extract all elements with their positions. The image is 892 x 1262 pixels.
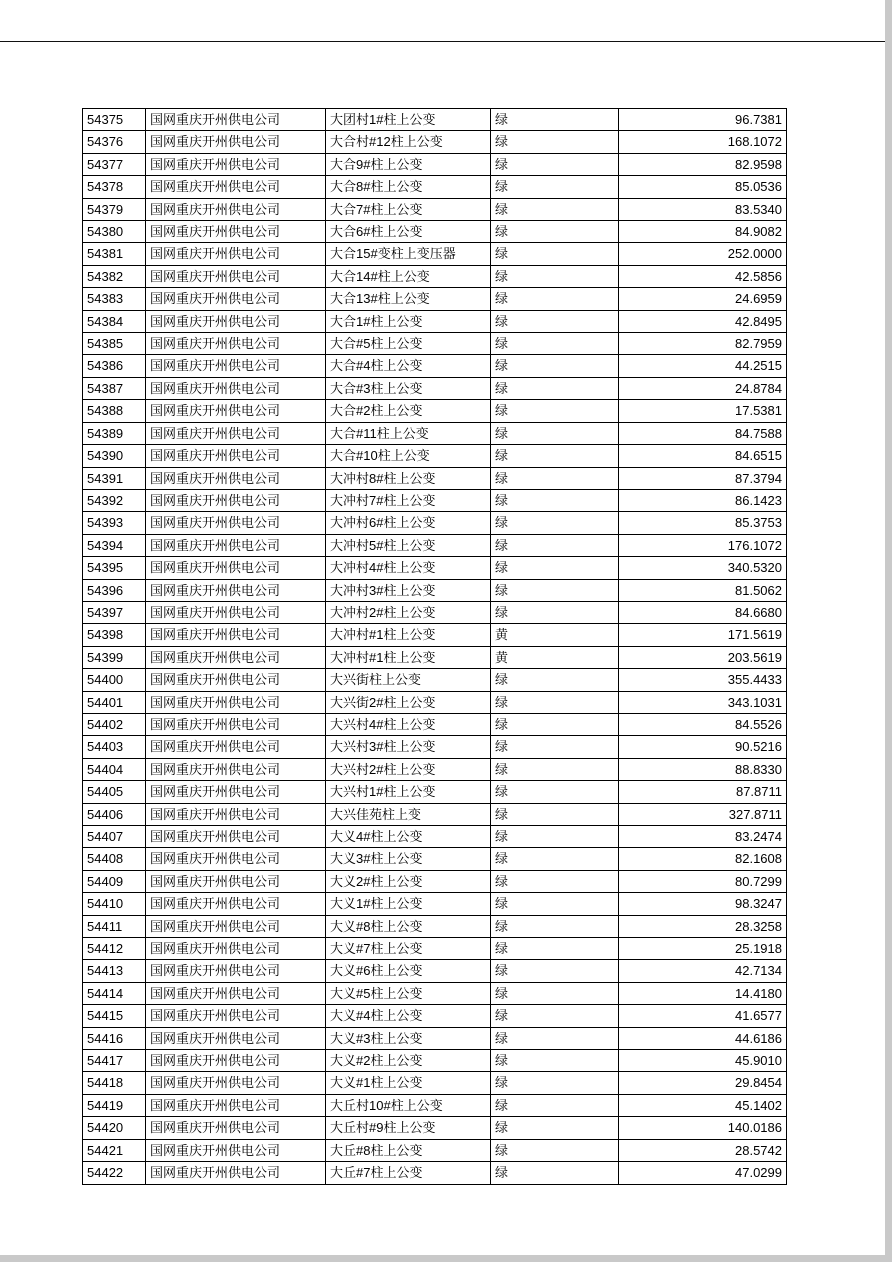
cell-value: 88.8330 <box>619 758 787 780</box>
cell-row-id: 54416 <box>83 1027 146 1049</box>
cell-company: 国网重庆开州供电公司 <box>146 221 326 243</box>
cell-row-id: 54404 <box>83 758 146 780</box>
cell-status: 绿 <box>491 1162 619 1184</box>
cell-value: 84.7588 <box>619 422 787 444</box>
cell-value: 42.8495 <box>619 310 787 332</box>
cell-device-name: 大义#5柱上公变 <box>326 982 491 1004</box>
cell-device-name: 大合8#柱上公变 <box>326 176 491 198</box>
cell-value: 14.4180 <box>619 982 787 1004</box>
cell-row-id: 54415 <box>83 1005 146 1027</box>
cell-row-id: 54418 <box>83 1072 146 1094</box>
cell-company: 国网重庆开州供电公司 <box>146 713 326 735</box>
cell-row-id: 54408 <box>83 848 146 870</box>
cell-device-name: 大合#2柱上公变 <box>326 400 491 422</box>
cell-company: 国网重庆开州供电公司 <box>146 265 326 287</box>
cell-status: 绿 <box>491 691 619 713</box>
cell-status: 绿 <box>491 534 619 556</box>
table-body <box>83 109 787 1185</box>
cell-status: 绿 <box>491 400 619 422</box>
cell-company: 国网重庆开州供电公司 <box>146 781 326 803</box>
cell-status: 绿 <box>491 915 619 937</box>
table-row <box>83 467 787 489</box>
cell-value: 44.6186 <box>619 1027 787 1049</box>
cell-company: 国网重庆开州供电公司 <box>146 736 326 758</box>
cell-company: 国网重庆开州供电公司 <box>146 826 326 848</box>
table-row <box>83 893 787 915</box>
cell-device-name: 大兴街柱上公变 <box>326 669 491 691</box>
cell-value: 28.3258 <box>619 915 787 937</box>
cell-row-id: 54395 <box>83 557 146 579</box>
cell-status: 绿 <box>491 288 619 310</box>
table-row <box>83 176 787 198</box>
cell-value: 44.2515 <box>619 355 787 377</box>
table-row <box>83 355 787 377</box>
cell-value: 82.7959 <box>619 333 787 355</box>
cell-company: 国网重庆开州供电公司 <box>146 489 326 511</box>
table-row <box>83 489 787 511</box>
cell-value: 17.5381 <box>619 400 787 422</box>
cell-value: 86.1423 <box>619 489 787 511</box>
cell-status: 绿 <box>491 221 619 243</box>
cell-value: 24.8784 <box>619 377 787 399</box>
table-row <box>83 221 787 243</box>
table-row <box>83 422 787 444</box>
table-row <box>83 1005 787 1027</box>
cell-status: 绿 <box>491 1117 619 1139</box>
cell-device-name: 大冲村6#柱上公变 <box>326 512 491 534</box>
cell-row-id: 54401 <box>83 691 146 713</box>
cell-row-id: 54417 <box>83 1050 146 1072</box>
cell-company: 国网重庆开州供电公司 <box>146 803 326 825</box>
cell-row-id: 54377 <box>83 153 146 175</box>
table-row <box>83 512 787 534</box>
cell-row-id: 54403 <box>83 736 146 758</box>
cell-row-id: 54406 <box>83 803 146 825</box>
cell-status: 绿 <box>491 1027 619 1049</box>
cell-device-name: 大合#4柱上公变 <box>326 355 491 377</box>
cell-row-id: 54376 <box>83 131 146 153</box>
cell-status: 绿 <box>491 601 619 623</box>
cell-device-name: 大冲村7#柱上公变 <box>326 489 491 511</box>
cell-value: 90.5216 <box>619 736 787 758</box>
table-row <box>83 848 787 870</box>
table-row <box>83 713 787 735</box>
cell-value: 29.8454 <box>619 1072 787 1094</box>
cell-status: 绿 <box>491 826 619 848</box>
cell-device-name: 大丘#7柱上公变 <box>326 1162 491 1184</box>
cell-company: 国网重庆开州供电公司 <box>146 333 326 355</box>
table-row <box>83 377 787 399</box>
cell-device-name: 大兴村1#柱上公变 <box>326 781 491 803</box>
cell-device-name: 大合15#变柱上变压器 <box>326 243 491 265</box>
cell-status: 绿 <box>491 758 619 780</box>
cell-status: 绿 <box>491 1005 619 1027</box>
table-row <box>83 198 787 220</box>
cell-row-id: 54411 <box>83 915 146 937</box>
table-row <box>83 938 787 960</box>
table-row <box>83 534 787 556</box>
cell-row-id: 54389 <box>83 422 146 444</box>
cell-value: 84.6515 <box>619 445 787 467</box>
cell-device-name: 大义#1柱上公变 <box>326 1072 491 1094</box>
table-row <box>83 1027 787 1049</box>
cell-value: 84.5526 <box>619 713 787 735</box>
table-row <box>83 1117 787 1139</box>
cell-company: 国网重庆开州供电公司 <box>146 512 326 534</box>
cell-company: 国网重庆开州供电公司 <box>146 377 326 399</box>
cell-device-name: 大合#10柱上公变 <box>326 445 491 467</box>
cell-row-id: 54392 <box>83 489 146 511</box>
cell-value: 84.9082 <box>619 221 787 243</box>
cell-value: 340.5320 <box>619 557 787 579</box>
cell-value: 171.5619 <box>619 624 787 646</box>
cell-row-id: 54412 <box>83 938 146 960</box>
cell-row-id: 54378 <box>83 176 146 198</box>
cell-device-name: 大合9#柱上公变 <box>326 153 491 175</box>
table-row <box>83 265 787 287</box>
table-row <box>83 870 787 892</box>
cell-row-id: 54410 <box>83 893 146 915</box>
cell-status: 绿 <box>491 153 619 175</box>
cell-value: 83.2474 <box>619 826 787 848</box>
cell-device-name: 大合#3柱上公变 <box>326 377 491 399</box>
cell-value: 87.3794 <box>619 467 787 489</box>
cell-company: 国网重庆开州供电公司 <box>146 1005 326 1027</box>
cell-device-name: 大合1#柱上公变 <box>326 310 491 332</box>
cell-value: 28.5742 <box>619 1139 787 1161</box>
cell-status: 绿 <box>491 579 619 601</box>
cell-company: 国网重庆开州供电公司 <box>146 1117 326 1139</box>
table-row <box>83 153 787 175</box>
table-row <box>83 288 787 310</box>
table-row <box>83 1072 787 1094</box>
cell-company: 国网重庆开州供电公司 <box>146 310 326 332</box>
cell-device-name: 大义3#柱上公变 <box>326 848 491 870</box>
cell-status: 绿 <box>491 512 619 534</box>
cell-company: 国网重庆开州供电公司 <box>146 601 326 623</box>
cell-status: 绿 <box>491 1072 619 1094</box>
cell-status: 绿 <box>491 467 619 489</box>
cell-device-name: 大冲村#1柱上公变 <box>326 624 491 646</box>
cell-status: 绿 <box>491 982 619 1004</box>
cell-row-id: 54387 <box>83 377 146 399</box>
cell-value: 82.1608 <box>619 848 787 870</box>
cell-company: 国网重庆开州供电公司 <box>146 557 326 579</box>
cell-status: 绿 <box>491 781 619 803</box>
cell-device-name: 大冲村8#柱上公变 <box>326 467 491 489</box>
cell-status: 绿 <box>491 489 619 511</box>
cell-value: 42.7134 <box>619 960 787 982</box>
cell-company: 国网重庆开州供电公司 <box>146 938 326 960</box>
cell-company: 国网重庆开州供电公司 <box>146 982 326 1004</box>
cell-device-name: 大冲村#1柱上公变 <box>326 646 491 668</box>
cell-status: 黄 <box>491 646 619 668</box>
table-row <box>83 758 787 780</box>
cell-row-id: 54399 <box>83 646 146 668</box>
cell-value: 85.0536 <box>619 176 787 198</box>
cell-row-id: 54393 <box>83 512 146 534</box>
cell-company: 国网重庆开州供电公司 <box>146 1027 326 1049</box>
cell-row-id: 54402 <box>83 713 146 735</box>
cell-company: 国网重庆开州供电公司 <box>146 848 326 870</box>
cell-company: 国网重庆开州供电公司 <box>146 646 326 668</box>
cell-value: 343.1031 <box>619 691 787 713</box>
cell-company: 国网重庆开州供电公司 <box>146 758 326 780</box>
cell-status: 绿 <box>491 333 619 355</box>
cell-value: 176.1072 <box>619 534 787 556</box>
cell-device-name: 大义#2柱上公变 <box>326 1050 491 1072</box>
cell-status: 绿 <box>491 893 619 915</box>
cell-company: 国网重庆开州供电公司 <box>146 893 326 915</box>
cell-row-id: 54382 <box>83 265 146 287</box>
cell-status: 绿 <box>491 713 619 735</box>
cell-row-id: 54421 <box>83 1139 146 1161</box>
cell-device-name: 大合14#柱上公变 <box>326 265 491 287</box>
cell-row-id: 54386 <box>83 355 146 377</box>
cell-company: 国网重庆开州供电公司 <box>146 243 326 265</box>
cell-status: 绿 <box>491 960 619 982</box>
cell-row-id: 54384 <box>83 310 146 332</box>
data-table <box>82 108 787 1185</box>
table-row <box>83 982 787 1004</box>
cell-company: 国网重庆开州供电公司 <box>146 198 326 220</box>
table-row <box>83 960 787 982</box>
cell-device-name: 大义#4柱上公变 <box>326 1005 491 1027</box>
cell-company: 国网重庆开州供电公司 <box>146 131 326 153</box>
table-row <box>83 579 787 601</box>
cell-company: 国网重庆开州供电公司 <box>146 176 326 198</box>
cell-status: 绿 <box>491 445 619 467</box>
cell-company: 国网重庆开州供电公司 <box>146 1050 326 1072</box>
cell-status: 黄 <box>491 624 619 646</box>
cell-device-name: 大丘村#9柱上公变 <box>326 1117 491 1139</box>
cell-device-name: 大义2#柱上公变 <box>326 870 491 892</box>
cell-value: 168.1072 <box>619 131 787 153</box>
cell-value: 203.5619 <box>619 646 787 668</box>
table-row <box>83 243 787 265</box>
table-row <box>83 826 787 848</box>
cell-value: 355.4433 <box>619 669 787 691</box>
table-row <box>83 333 787 355</box>
table-row <box>83 624 787 646</box>
cell-value: 45.1402 <box>619 1094 787 1116</box>
cell-value: 82.9598 <box>619 153 787 175</box>
cell-device-name: 大兴村3#柱上公变 <box>326 736 491 758</box>
cell-status: 绿 <box>491 198 619 220</box>
cell-row-id: 54419 <box>83 1094 146 1116</box>
cell-value: 87.8711 <box>619 781 787 803</box>
cell-row-id: 54383 <box>83 288 146 310</box>
table-row <box>83 310 787 332</box>
cell-company: 国网重庆开州供电公司 <box>146 422 326 444</box>
table-row <box>83 646 787 668</box>
cell-row-id: 54409 <box>83 870 146 892</box>
cell-device-name: 大团村1#柱上公变 <box>326 109 491 131</box>
cell-row-id: 54388 <box>83 400 146 422</box>
cell-device-name: 大合#11柱上公变 <box>326 422 491 444</box>
cell-status: 绿 <box>491 243 619 265</box>
cell-device-name: 大兴街2#柱上公变 <box>326 691 491 713</box>
table-row <box>83 445 787 467</box>
cell-value: 98.3247 <box>619 893 787 915</box>
cell-row-id: 54381 <box>83 243 146 265</box>
cell-company: 国网重庆开州供电公司 <box>146 445 326 467</box>
cell-value: 96.7381 <box>619 109 787 131</box>
cell-status: 绿 <box>491 736 619 758</box>
cell-company: 国网重庆开州供电公司 <box>146 534 326 556</box>
cell-company: 国网重庆开州供电公司 <box>146 960 326 982</box>
cell-value: 327.8711 <box>619 803 787 825</box>
cell-row-id: 54390 <box>83 445 146 467</box>
cell-company: 国网重庆开州供电公司 <box>146 1139 326 1161</box>
cell-row-id: 54396 <box>83 579 146 601</box>
cell-device-name: 大兴村4#柱上公变 <box>326 713 491 735</box>
cell-status: 绿 <box>491 355 619 377</box>
table-row <box>83 1094 787 1116</box>
table-row <box>83 1162 787 1184</box>
cell-value: 45.9010 <box>619 1050 787 1072</box>
cell-status: 绿 <box>491 131 619 153</box>
cell-row-id: 54420 <box>83 1117 146 1139</box>
cell-device-name: 大冲村5#柱上公变 <box>326 534 491 556</box>
cell-company: 国网重庆开州供电公司 <box>146 669 326 691</box>
cell-device-name: 大义1#柱上公变 <box>326 893 491 915</box>
cell-status: 绿 <box>491 803 619 825</box>
cell-company: 国网重庆开州供电公司 <box>146 355 326 377</box>
cell-row-id: 54391 <box>83 467 146 489</box>
cell-row-id: 54405 <box>83 781 146 803</box>
cell-device-name: 大合村#12柱上公变 <box>326 131 491 153</box>
cell-device-name: 大兴佳苑柱上变 <box>326 803 491 825</box>
table-row <box>83 557 787 579</box>
cell-device-name: 大冲村2#柱上公变 <box>326 601 491 623</box>
table-row <box>83 1050 787 1072</box>
table-row <box>83 803 787 825</box>
cell-company: 国网重庆开州供电公司 <box>146 1072 326 1094</box>
table-row <box>83 109 787 131</box>
cell-value: 80.7299 <box>619 870 787 892</box>
table-row <box>83 131 787 153</box>
cell-status: 绿 <box>491 669 619 691</box>
cell-value: 24.6959 <box>619 288 787 310</box>
cell-company: 国网重庆开州供电公司 <box>146 109 326 131</box>
cell-device-name: 大义#6柱上公变 <box>326 960 491 982</box>
cell-value: 252.0000 <box>619 243 787 265</box>
cell-value: 140.0186 <box>619 1117 787 1139</box>
cell-company: 国网重庆开州供电公司 <box>146 624 326 646</box>
table-row <box>83 691 787 713</box>
cell-device-name: 大丘#8柱上公变 <box>326 1139 491 1161</box>
cell-row-id: 54394 <box>83 534 146 556</box>
cell-value: 41.6577 <box>619 1005 787 1027</box>
cell-row-id: 54375 <box>83 109 146 131</box>
cell-row-id: 54422 <box>83 1162 146 1184</box>
cell-device-name: 大合6#柱上公变 <box>326 221 491 243</box>
cell-value: 25.1918 <box>619 938 787 960</box>
cell-row-id: 54407 <box>83 826 146 848</box>
cell-row-id: 54397 <box>83 601 146 623</box>
cell-status: 绿 <box>491 1094 619 1116</box>
cell-status: 绿 <box>491 1050 619 1072</box>
cell-row-id: 54379 <box>83 198 146 220</box>
cell-company: 国网重庆开州供电公司 <box>146 870 326 892</box>
cell-company: 国网重庆开州供电公司 <box>146 1162 326 1184</box>
cell-value: 81.5062 <box>619 579 787 601</box>
cell-row-id: 54413 <box>83 960 146 982</box>
cell-company: 国网重庆开州供电公司 <box>146 288 326 310</box>
cell-status: 绿 <box>491 176 619 198</box>
table-row <box>83 601 787 623</box>
cell-status: 绿 <box>491 265 619 287</box>
cell-device-name: 大丘村10#柱上公变 <box>326 1094 491 1116</box>
cell-device-name: 大冲村4#柱上公变 <box>326 557 491 579</box>
cell-row-id: 54385 <box>83 333 146 355</box>
cell-row-id: 54400 <box>83 669 146 691</box>
cell-row-id: 54398 <box>83 624 146 646</box>
table-row <box>83 781 787 803</box>
cell-company: 国网重庆开州供电公司 <box>146 1094 326 1116</box>
cell-status: 绿 <box>491 377 619 399</box>
table-row <box>83 1139 787 1161</box>
cell-status: 绿 <box>491 109 619 131</box>
cell-company: 国网重庆开州供电公司 <box>146 691 326 713</box>
cell-status: 绿 <box>491 848 619 870</box>
table-row <box>83 736 787 758</box>
cell-device-name: 大合#5柱上公变 <box>326 333 491 355</box>
cell-company: 国网重庆开州供电公司 <box>146 579 326 601</box>
cell-status: 绿 <box>491 870 619 892</box>
cell-device-name: 大兴村2#柱上公变 <box>326 758 491 780</box>
cell-device-name: 大义#7柱上公变 <box>326 938 491 960</box>
cell-device-name: 大冲村3#柱上公变 <box>326 579 491 601</box>
cell-device-name: 大合7#柱上公变 <box>326 198 491 220</box>
cell-device-name: 大义#3柱上公变 <box>326 1027 491 1049</box>
cell-company: 国网重庆开州供电公司 <box>146 467 326 489</box>
cell-status: 绿 <box>491 1139 619 1161</box>
cell-device-name: 大义#8柱上公变 <box>326 915 491 937</box>
cell-company: 国网重庆开州供电公司 <box>146 153 326 175</box>
cell-value: 84.6680 <box>619 601 787 623</box>
cell-value: 42.5856 <box>619 265 787 287</box>
cell-status: 绿 <box>491 557 619 579</box>
cell-value: 83.5340 <box>619 198 787 220</box>
cell-value: 85.3753 <box>619 512 787 534</box>
table-row <box>83 400 787 422</box>
table-row <box>83 915 787 937</box>
cell-company: 国网重庆开州供电公司 <box>146 915 326 937</box>
cell-row-id: 54414 <box>83 982 146 1004</box>
cell-row-id: 54380 <box>83 221 146 243</box>
cell-status: 绿 <box>491 422 619 444</box>
cell-device-name: 大义4#柱上公变 <box>326 826 491 848</box>
table-row <box>83 669 787 691</box>
page-header-rule <box>0 41 885 42</box>
cell-status: 绿 <box>491 310 619 332</box>
cell-company: 国网重庆开州供电公司 <box>146 400 326 422</box>
cell-value: 47.0299 <box>619 1162 787 1184</box>
cell-device-name: 大合13#柱上公变 <box>326 288 491 310</box>
cell-status: 绿 <box>491 938 619 960</box>
